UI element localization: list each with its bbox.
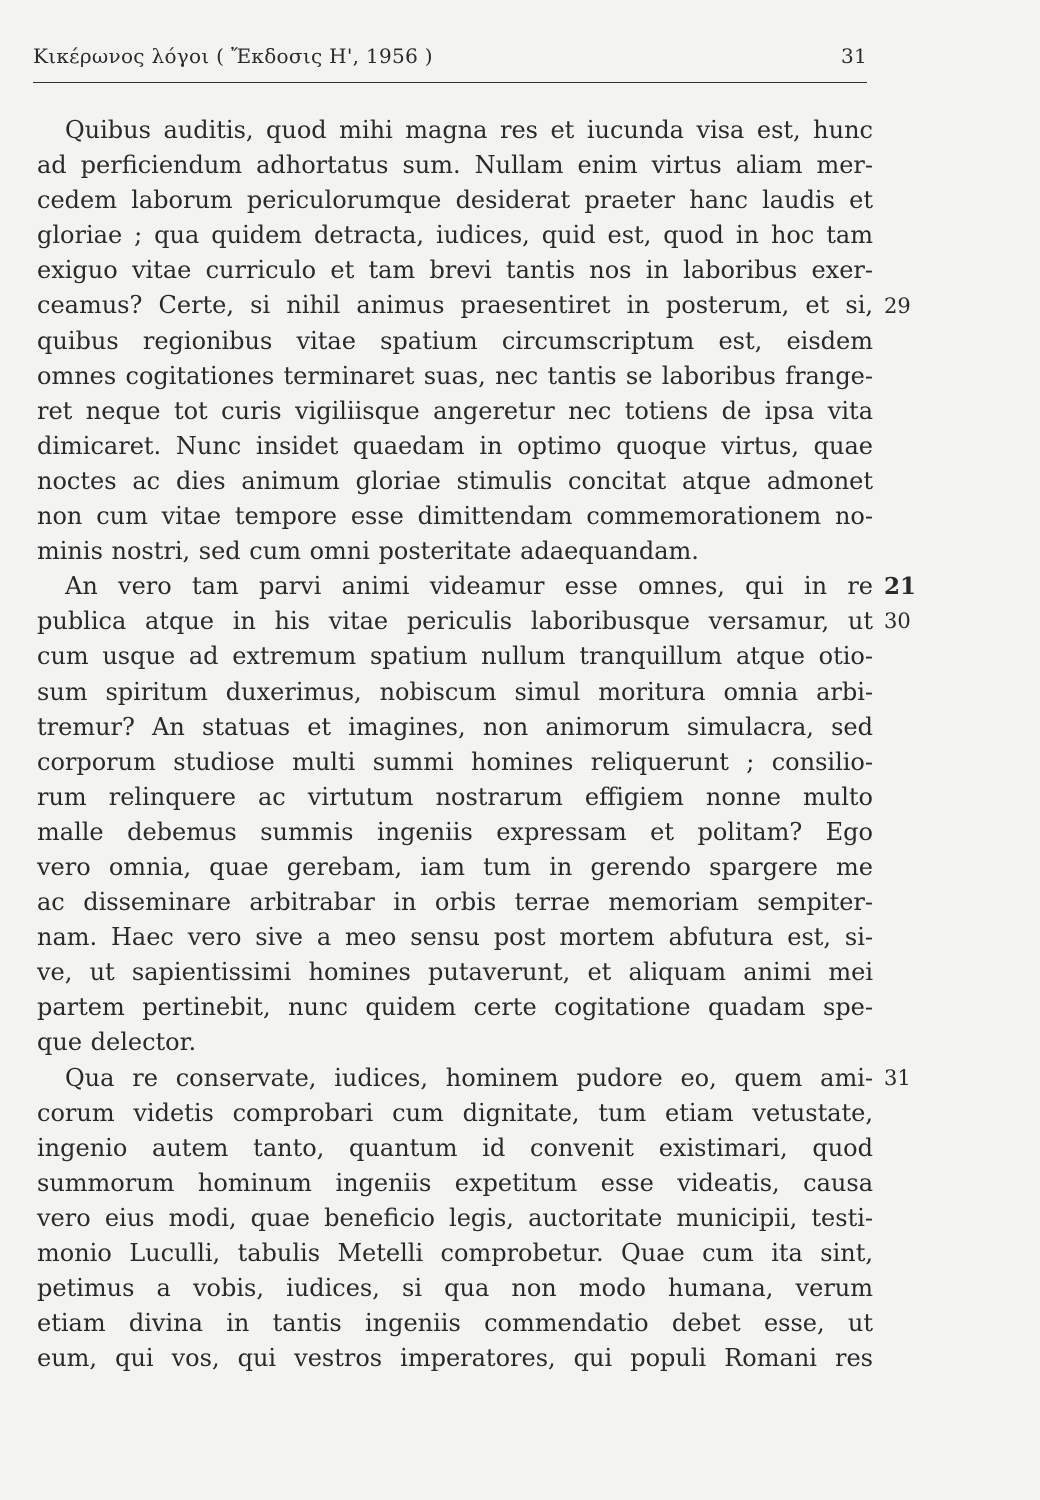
text-line: ingenio autem tanto, quantum id convenit existimari, quod	[37, 1133, 873, 1162]
margin-section-number: 29	[884, 293, 911, 318]
text-line: cum usque ad extremum spatium nullum tranquillum atque otio-	[37, 642, 873, 671]
margin-chapter-number: 21	[884, 573, 917, 601]
text-line: omnes cogitationes terminaret suas, nec tantis se laboribus frange-	[37, 361, 873, 390]
text-line: corporum studiose multi summi homines reliquerunt ; consilio-	[37, 747, 873, 776]
text-line: gloriae ; qua quidem detracta, iudices, quid est, quod in hoc tam	[37, 221, 873, 250]
text-line: summorum hominum ingeniis expetitum esse videatis, causa	[37, 1168, 873, 1197]
text-line: exiguo vitae curriculo et tam brevi tantis nos in laboribus exer-	[37, 256, 873, 285]
text-line: noctes ac dies animum gloriae stimulis concitat atque admonet	[37, 466, 873, 495]
text-line: ve, ut sapientissimi homines putaverunt, et aliquam animi mei	[37, 958, 873, 987]
margin-section-number: 31	[884, 1065, 911, 1090]
text-line: An vero tam parvi animi videamur esse omnes, qui in re	[65, 572, 873, 601]
text-line: tremur? An statuas et imagines, non animorum simulacra, sed	[37, 712, 873, 741]
text-line: quibus regionibus vitae spatium circumscriptum est, eisdem	[37, 326, 873, 355]
book-title: Κικέρωνος λόγοι ( Ἔκδοσις Η', 1956 )	[33, 44, 433, 68]
running-head	[33, 44, 867, 76]
text-line: eum, qui vos, qui vestros imperatores, qui populi Romani res	[37, 1344, 873, 1373]
text-line: vero omnia, quae gerebam, iam tum in gerendo spargere me	[37, 852, 873, 881]
text-line: ret neque tot curis vigiliisque angeretur nec totiens de ipsa vita	[37, 396, 873, 425]
text-line: Qua re conservate, iudices, hominem pudore eo, quem ami-	[65, 1063, 873, 1092]
text-line: Quibus auditis, quod mihi magna res et iucunda visa est, hunc	[65, 116, 873, 144]
margin-section-number: 30	[884, 609, 911, 634]
text-line: partem pertinebit, nunc quidem certe cogitatione quadam spe-	[37, 993, 873, 1022]
text-line: rum relinquere ac virtutum nostrarum effigiem nonne multo	[37, 782, 873, 811]
text-line: ac disseminare arbitrabar in orbis terrae memoriam sempiter-	[37, 888, 873, 917]
text-body	[37, 113, 873, 1376]
text-line: cedem laborum periculorumque desiderat praeter hanc laudis et	[37, 186, 873, 215]
text-line: ad perficiendum adhortatus sum. Nullam enim virtus aliam mer-	[37, 151, 873, 180]
text-line: corum videtis comprobari cum dignitate, tum etiam vetustate,	[37, 1098, 873, 1127]
text-line: nam. Haec vero sive a meo sensu post mortem abfutura est, si-	[37, 923, 873, 952]
text-line: monio Luculli, tabulis Metelli comprobetur. Quae cum ita sint,	[37, 1239, 873, 1267]
text-line: petimus a vobis, iudices, si qua non modo humana, verum	[37, 1274, 873, 1303]
text-line: vero eius modi, quae beneficio legis, auctoritate municipii, testi-	[37, 1203, 873, 1232]
text-line: sum spiritum duxerimus, nobiscum simul moritura omnia arbi-	[37, 677, 873, 706]
page-number: 31	[840, 44, 867, 68]
text-line: minis nostri, sed cum omni posteritate adaequandam.	[37, 537, 699, 566]
text-line: publica atque in his vitae periculis laboribusque versamur, ut	[37, 607, 873, 636]
text-line: non cum vitae tempore esse dimittendam commemorationem no-	[37, 502, 873, 531]
text-line: dimicaret. Nunc insidet quaedam in optimo quoque virtus, quae	[37, 431, 873, 460]
text-line: etiam divina in tantis ingeniis commendatio debet esse, ut	[37, 1309, 873, 1338]
text-line: que delector.	[37, 1028, 197, 1057]
text-line: malle debemus summis ingeniis expressam et politam? Ego	[37, 817, 873, 846]
header-rule	[33, 82, 867, 83]
text-line: ceamus? Certe, si nihil animus praesentiret in posterum, et si,	[37, 291, 873, 320]
